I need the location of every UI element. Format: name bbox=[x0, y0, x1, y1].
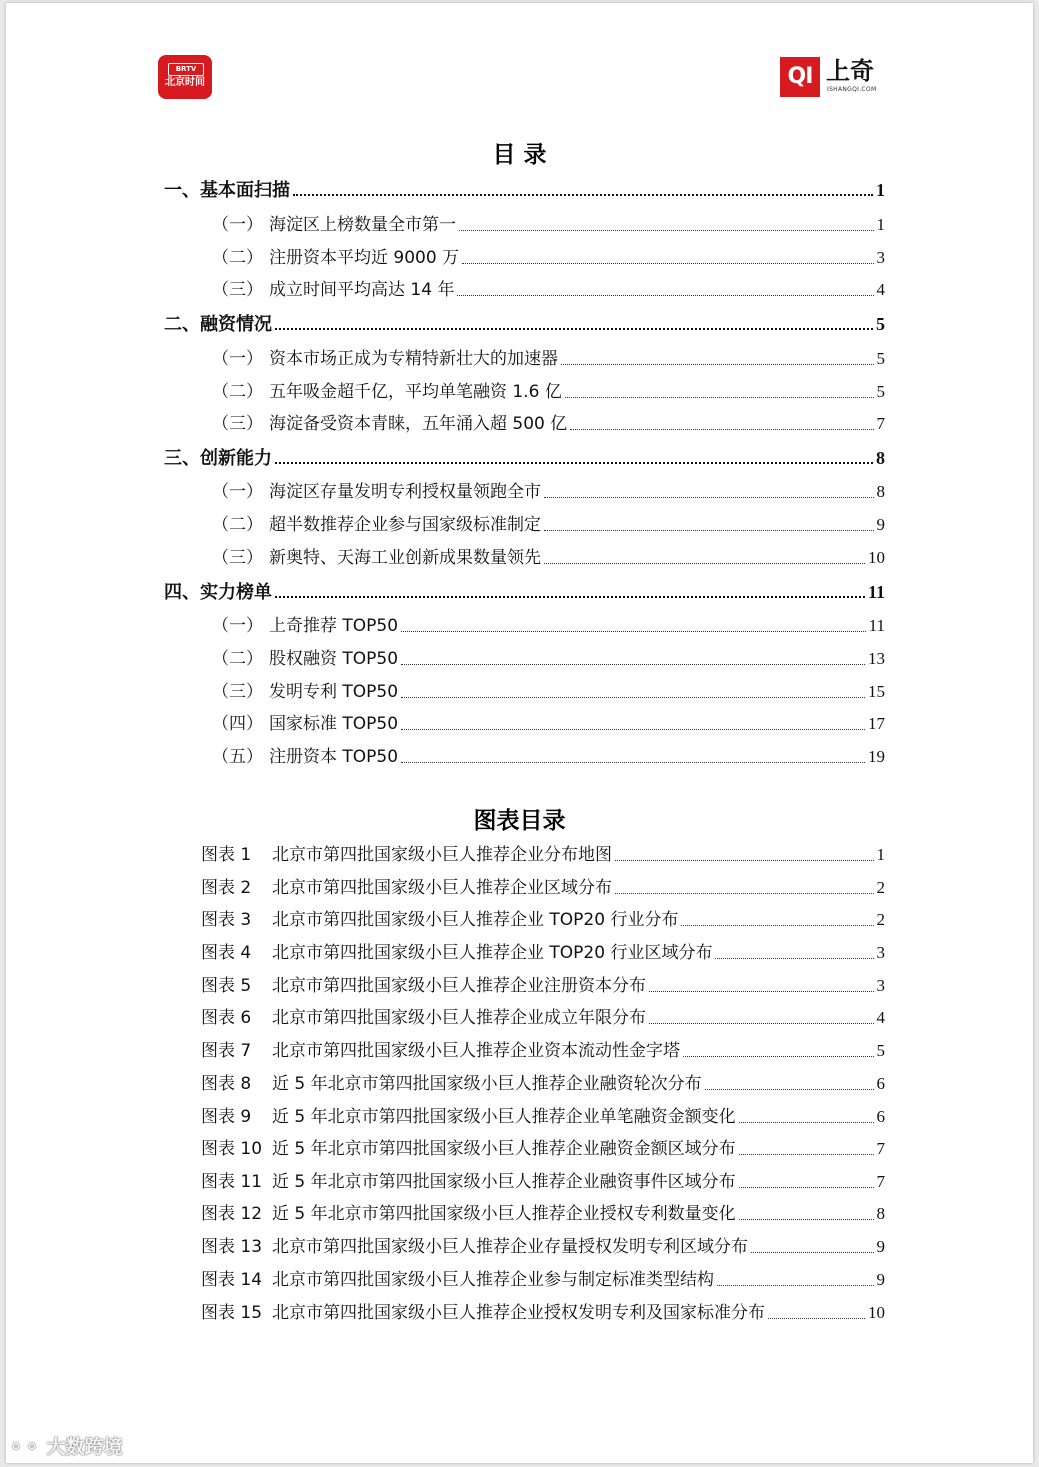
toc-item-number: （五） bbox=[212, 747, 263, 767]
dot-leader bbox=[681, 924, 873, 926]
dot-leader bbox=[275, 595, 865, 598]
toc-page-number: 15 bbox=[868, 682, 885, 701]
toc-item-number: （四） bbox=[212, 714, 263, 734]
figure-label: 北京市第四批国家级小巨人推荐企业成立年限分布 bbox=[272, 1008, 646, 1028]
dot-leader bbox=[705, 1088, 874, 1090]
figure-label: 北京市第四批国家级小巨人推荐企业授权发明专利及国家标准分布 bbox=[272, 1303, 765, 1323]
toc-item-number: （二） bbox=[212, 515, 263, 535]
toc-item-number: （三） bbox=[212, 280, 263, 300]
figure-page-number: 3 bbox=[876, 943, 885, 962]
figure-number: 图表 12 bbox=[201, 1204, 263, 1224]
toc-page-number: 11 bbox=[867, 582, 885, 602]
figure-page-number: 10 bbox=[868, 1303, 885, 1322]
figure-number: 图表 9 bbox=[201, 1107, 252, 1127]
document-page bbox=[6, 3, 1033, 1463]
toc-title: 目 录 bbox=[492, 142, 547, 168]
dot-leader bbox=[570, 428, 873, 430]
figure-entry[interactable] bbox=[201, 1170, 885, 1194]
dot-leader bbox=[401, 761, 865, 763]
toc-section[interactable] bbox=[164, 312, 885, 336]
toc-item-number: （一） bbox=[212, 215, 263, 235]
toc-section-label: 二、融资情况 bbox=[164, 314, 272, 335]
toc-item[interactable] bbox=[212, 412, 885, 436]
figure-entry[interactable] bbox=[201, 1235, 885, 1259]
toc-item[interactable] bbox=[212, 680, 885, 704]
dot-leader bbox=[565, 396, 874, 398]
dot-leader bbox=[561, 363, 874, 365]
figure-page-number: 8 bbox=[876, 1204, 885, 1223]
figure-number: 图表 3 bbox=[201, 910, 252, 930]
dot-leader bbox=[401, 728, 865, 730]
figure-number: 图表 11 bbox=[201, 1172, 263, 1192]
toc-item-label: 海淀备受资本青睐，五年涌入超 500 亿 bbox=[269, 414, 568, 434]
toc-section-label: 三、创新能力 bbox=[164, 448, 272, 469]
figure-label: 北京市第四批国家级小巨人推荐企业区域分布 bbox=[272, 878, 612, 898]
figure-page-number: 9 bbox=[876, 1270, 885, 1289]
toc-item-label: 海淀区存量发明专利授权量领跑全市 bbox=[269, 482, 541, 502]
figure-number: 图表 13 bbox=[201, 1237, 263, 1257]
figure-label: 北京市第四批国家级小巨人推荐企业资本流动性金字塔 bbox=[272, 1041, 680, 1061]
figure-label: 北京市第四批国家级小巨人推荐企业 TOP20 行业区域分布 bbox=[272, 943, 713, 963]
figure-page-number: 7 bbox=[876, 1172, 885, 1191]
toc-item-number: （一） bbox=[212, 349, 263, 369]
shangqi-logo-name: 上奇 bbox=[826, 57, 874, 85]
figure-number: 图表 7 bbox=[201, 1041, 252, 1061]
figure-page-number: 2 bbox=[876, 878, 885, 897]
dot-leader bbox=[615, 892, 874, 894]
dot-leader bbox=[717, 1284, 874, 1286]
toc-page-number: 1 bbox=[876, 180, 885, 200]
toc-page-number: 8 bbox=[876, 482, 885, 501]
toc-item-label: 超半数推荐企业参与国家级标准制定 bbox=[269, 515, 541, 535]
figure-number: 图表 2 bbox=[201, 878, 252, 898]
dot-leader bbox=[544, 562, 865, 564]
dot-leader bbox=[715, 957, 873, 959]
figure-page-number: 9 bbox=[876, 1237, 885, 1256]
toc-item-label: 上奇推荐 TOP50 bbox=[269, 616, 399, 636]
dot-leader bbox=[739, 1186, 874, 1188]
figure-page-number: 1 bbox=[876, 845, 885, 864]
figure-number: 图表 10 bbox=[201, 1139, 263, 1159]
figure-label: 近 5 年北京市第四批国家级小巨人推荐企业单笔融资金额变化 bbox=[272, 1107, 736, 1127]
figure-number: 图表 6 bbox=[201, 1008, 252, 1028]
toc-page-number: 3 bbox=[876, 248, 885, 267]
figure-entry[interactable] bbox=[201, 1039, 885, 1063]
figure-label: 北京市第四批国家级小巨人推荐企业存量授权发明专利区域分布 bbox=[272, 1237, 748, 1257]
figure-number: 图表 4 bbox=[201, 943, 252, 963]
figure-label: 北京市第四批国家级小巨人推荐企业注册资本分布 bbox=[272, 976, 646, 996]
dot-leader bbox=[739, 1121, 874, 1123]
toc-section-label: 一、基本面扫描 bbox=[164, 180, 290, 201]
toc-page-number: 7 bbox=[876, 414, 885, 433]
figure-label: 近 5 年北京市第四批国家级小巨人推荐企业融资金额区域分布 bbox=[272, 1139, 736, 1159]
dot-leader bbox=[293, 193, 873, 196]
toc-section[interactable] bbox=[164, 178, 885, 202]
figure-entry[interactable] bbox=[201, 1006, 885, 1030]
figure-page-number: 5 bbox=[876, 1041, 885, 1060]
toc-page-number: 5 bbox=[876, 314, 885, 334]
dot-leader bbox=[544, 496, 874, 498]
toc-section[interactable] bbox=[164, 446, 885, 470]
figure-page-number: 2 bbox=[876, 910, 885, 929]
dot-leader bbox=[751, 1251, 874, 1253]
toc-page-number: 19 bbox=[868, 747, 885, 766]
toc-item[interactable] bbox=[212, 380, 885, 404]
toc-item-number: （三） bbox=[212, 414, 263, 434]
figure-entry[interactable] bbox=[201, 876, 885, 900]
toc-item[interactable] bbox=[212, 278, 885, 302]
dot-leader bbox=[401, 630, 866, 632]
toc-item[interactable] bbox=[212, 647, 885, 671]
toc-page-number: 10 bbox=[868, 548, 885, 567]
toc-section-label: 四、实力榜单 bbox=[164, 582, 272, 603]
toc-page-number: 11 bbox=[868, 616, 885, 635]
dot-leader bbox=[401, 696, 865, 698]
figure-number: 图表 14 bbox=[201, 1270, 263, 1290]
toc-item-label: 资本市场正成为专精特新壮大的加速器 bbox=[269, 349, 558, 369]
figure-number: 图表 5 bbox=[201, 976, 252, 996]
brtv-badge: BRTV bbox=[168, 63, 204, 76]
dot-leader bbox=[544, 529, 874, 531]
toc-page-number: 13 bbox=[868, 649, 885, 668]
dot-leader bbox=[459, 229, 874, 231]
toc-item-label: 发明专利 TOP50 bbox=[269, 682, 399, 702]
figure-entry[interactable] bbox=[201, 843, 885, 867]
figure-entry[interactable] bbox=[201, 908, 885, 932]
shangqi-logo bbox=[780, 55, 890, 99]
toc-page-number: 1 bbox=[876, 215, 885, 234]
figure-entry[interactable] bbox=[201, 1301, 885, 1325]
toc-item[interactable] bbox=[212, 246, 885, 270]
toc-item[interactable] bbox=[212, 712, 885, 736]
dot-leader bbox=[739, 1218, 874, 1220]
figure-label: 近 5 年北京市第四批国家级小巨人推荐企业授权专利数量变化 bbox=[272, 1204, 736, 1224]
toc-page-number: 8 bbox=[876, 448, 885, 468]
figure-page-number: 3 bbox=[876, 976, 885, 995]
toc-page-number: 17 bbox=[868, 714, 885, 733]
watermark-logo-icon: ⚬⚬ bbox=[8, 1436, 40, 1458]
toc-item-number: （三） bbox=[212, 548, 263, 568]
figure-label: 北京市第四批国家级小巨人推荐企业 TOP20 行业分布 bbox=[272, 910, 679, 930]
toc-item[interactable] bbox=[212, 546, 885, 570]
toc-item-label: 五年吸金超千亿，平均单笔融资 1.6 亿 bbox=[269, 382, 562, 402]
toc-item[interactable] bbox=[212, 513, 885, 537]
figure-page-number: 6 bbox=[876, 1074, 885, 1093]
toc-section[interactable] bbox=[164, 580, 885, 604]
toc-item-number: （二） bbox=[212, 248, 263, 268]
toc-item[interactable] bbox=[212, 745, 885, 769]
toc-item[interactable] bbox=[212, 480, 885, 504]
toc-page-number: 5 bbox=[876, 382, 885, 401]
figure-label: 北京市第四批国家级小巨人推荐企业参与制定标准类型结构 bbox=[272, 1270, 714, 1290]
toc-item-number: （一） bbox=[212, 482, 263, 502]
toc-item-label: 注册资本 TOP50 bbox=[269, 747, 399, 767]
figure-number: 图表 15 bbox=[201, 1303, 263, 1323]
toc-item[interactable] bbox=[212, 213, 885, 237]
toc-item-label: 海淀区上榜数量全市第一 bbox=[269, 215, 456, 235]
dot-leader bbox=[615, 859, 874, 861]
shangqi-logo-mark: QI bbox=[780, 57, 820, 97]
figure-entry[interactable] bbox=[201, 1202, 885, 1226]
figure-entry[interactable] bbox=[201, 941, 885, 965]
figures-title: 图表目录 bbox=[473, 808, 566, 834]
figure-label: 北京市第四批国家级小巨人推荐企业分布地图 bbox=[272, 845, 612, 865]
dot-leader bbox=[275, 327, 873, 330]
toc-item[interactable] bbox=[212, 347, 885, 371]
shangqi-logo-domain: ISHANGQI.COM bbox=[827, 86, 877, 93]
toc-item-number: （二） bbox=[212, 382, 263, 402]
dot-leader bbox=[462, 262, 873, 264]
brtv-logo bbox=[158, 55, 212, 99]
toc-item-number: （一） bbox=[212, 616, 263, 636]
figure-page-number: 4 bbox=[876, 1008, 885, 1027]
dot-leader bbox=[457, 294, 873, 296]
figure-entry[interactable] bbox=[201, 1072, 885, 1096]
dot-leader bbox=[683, 1055, 874, 1057]
toc-item-label: 国家标准 TOP50 bbox=[269, 714, 399, 734]
figure-page-number: 6 bbox=[876, 1107, 885, 1126]
figure-entry[interactable] bbox=[201, 1105, 885, 1129]
figure-entry[interactable] bbox=[201, 974, 885, 998]
dot-leader bbox=[768, 1317, 865, 1319]
toc-page-number: 9 bbox=[876, 515, 885, 534]
figure-label: 近 5 年北京市第四批国家级小巨人推荐企业融资事件区域分布 bbox=[272, 1172, 736, 1192]
toc-item-label: 新奥特、天海工业创新成果数量领先 bbox=[269, 548, 541, 568]
toc-page-number: 4 bbox=[876, 280, 885, 299]
figure-entry[interactable] bbox=[201, 1268, 885, 1292]
dot-leader bbox=[649, 990, 874, 992]
figure-page-number: 7 bbox=[876, 1139, 885, 1158]
dot-leader bbox=[275, 461, 873, 464]
figure-label: 近 5 年北京市第四批国家级小巨人推荐企业融资轮次分布 bbox=[272, 1074, 702, 1094]
toc-item-label: 股权融资 TOP50 bbox=[269, 649, 399, 669]
figure-entry[interactable] bbox=[201, 1137, 885, 1161]
dot-leader bbox=[739, 1153, 874, 1155]
watermark bbox=[8, 1432, 122, 1459]
dot-leader bbox=[649, 1022, 874, 1024]
figure-number: 图表 1 bbox=[201, 845, 252, 865]
toc-item-number: （二） bbox=[212, 649, 263, 669]
watermark-text: 大数跨境 bbox=[46, 1436, 123, 1458]
toc-item[interactable] bbox=[212, 614, 885, 638]
toc-item-label: 成立时间平均高达 14 年 bbox=[269, 280, 455, 300]
brtv-logo-text: 北京时间 bbox=[165, 77, 205, 88]
toc-item-number: （三） bbox=[212, 682, 263, 702]
figure-number: 图表 8 bbox=[201, 1074, 252, 1094]
dot-leader bbox=[401, 663, 865, 665]
toc-item-label: 注册资本平均近 9000 万 bbox=[269, 248, 460, 268]
toc-page-number: 5 bbox=[876, 349, 885, 368]
